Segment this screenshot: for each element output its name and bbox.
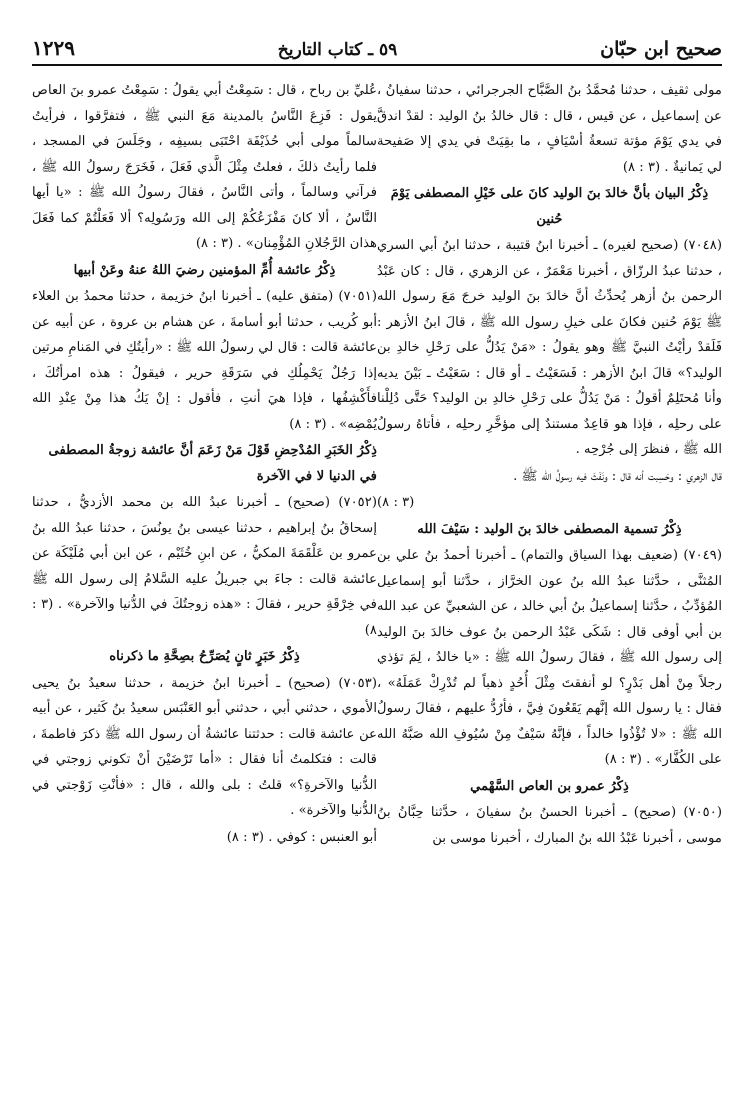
hadith-paragraph: (٧٠٥٣) (صحيح) ـ أخبرنا ابنُ خزيمة ، حدثنا سعيدُ بنُ يحيى الأموي ، حدثني أبي ، حدثني أبو العَنْبَس سعيدُ بنُ كَثير ، عن أبيه عن عائشة قالت : حدثتنا عائشةُ أن رسول الله ﷺ ذكرَ فاطمةَ ، قالت : فتكلمتُ أنا فقال : «أما تَرْضَيْنَ أنْ تكوني زوجتي في الدُّنيا والآخرةِ؟» قلتُ : بلى والله ، قال : «فأنْتِ زَوْجتي في الدُّنيا والآخرة» . <box>32 675 377 818</box>
hadith-paragraph: (٧٠٤٩) (ضعيف بهذا السياق والتمام) ـ أخبرنا أحمدُ بنُ علي بن المُثنَّى ، حدَّثنا عبدُ الله بنُ عون الخرَّاز ، حدَّثنا أبو إسماعيل المُؤدِّبُ ، حدَّثنا إسماعيلُ بنُ أبي خالد ، عن الشعبيِّ عن عبد الله بن أبي أوفى قال : شَكَى عَبْدُ الرحمن بنُ عوف خالدَ بنَ الوليد إلى رسول الله ﷺ ، فقالَ رسولُ الله ﷺ : «يا خالدُ ، لِمَ تؤذي رجلاً مِنْ أهل بَدْرٍ؟ لو أنفقتَ مِثْلَ أُحُدٍ ذهباً لم تُدْرِكْ عَمَلَهُ» ، فقال : يا رسول الله إنَّهم يَقَعُونَ فِيَّ ، فأرُدُّ عليهم ، فقالَ رسولُ الله ﷺ : «لا تُؤْذُوا خالداً ، فإنَّهُ سَيْفٌ مِنْ سُيُوفِ الله صَبَّهُ الله على الكُفَّار» . (٣ : ٨) <box>377 548 722 767</box>
section-heading: ذِكْرُ تسمية المصطفى خالدَ بنَ الوليد : سَيْفَ الله <box>417 521 682 537</box>
hadith-paragraph: عُليِّ بن رباح ، قال : سَمِعْتُ أبي يقولُ : سَمِعْتُ عمرو بنَ العاص يقول : فَزِعَ النَّاسُ بالمدينة مَعَ النبي ﷺ ، فتفرَّقوا ، فرأيتُ سالماً مولى أبي حُذَيْفَة احْتَبَى بسيفِه ، وجَلَسَ في المسجد ، فلما رأيتُ ذلكَ ، فعلتُ مِثْلَ الَّذي فَعَلَ ، فَخَرَجَ رسولُ الله ﷺ ، فرآني وسالماً ، وأتى النَّاسُ ، فقالَ رسولُ الله ﷺ : «يا أيها النَّاسُ ، ألا كانَ مَفْزَعُكُمْ إلى الله ورَسُولِه؟ ألا فَعَلْتُمْ كما فَعَلَ هذان الرَّجُلانِ المُؤْمِنان» . (٣ : ٨) <box>32 83 377 251</box>
book-title: صحيح ابن حبّان <box>600 38 722 60</box>
right-column <box>377 78 722 1086</box>
hadith-paragraph: قال الزهري : وحَسِبت أنه قال : ونَفَثَ فيه رسولُ الله ﷺ . <box>513 468 722 484</box>
section-heading: ذِكْرُ خَبَرٍ ثانٍ يُصَرِّحُ بصِحَّةِ ما ذكرناه <box>109 649 300 664</box>
reference-marker: (٣ : ٨) <box>377 495 415 510</box>
page-number: ١٢٢٩ <box>32 36 75 60</box>
page-header <box>32 30 722 66</box>
left-column <box>32 78 377 1086</box>
section-heading: ذِكْرُ عائشة أُمِّ المؤمنين رضيَ اللهُ عنهُ وعَنْ أبيها <box>73 262 336 278</box>
section-heading: ذِكْرُ عمرو بن العاص السَّهْمي <box>470 778 629 794</box>
hadith-paragraph: (٧٠٥٠) (صحيح) ـ أخبرنا الحسنُ بنُ سفيانَ ، حدَّثنا حِبَّانُ بنُ موسى ، أخبرنا عَبْدُ الله بنُ المبارك ، أخبرنا موسى بن <box>377 805 722 846</box>
chapter-title: ٥٩ ـ كتاب التاريخ <box>277 40 398 60</box>
hadith-paragraph: (٧٠٤٨) (صحيح لغيره) ـ أخبرنا ابنُ قتيبة ، حدثنا ابنُ أبي السري ، حدثنا عبدُ الرزّاق ، أخبرنا مَعْمَرٌ ، عن الزهري ، قال : كان عَبْدُ الرحمن بنُ أزهر يُحدِّثُ أنَّ خالدَ بنَ الوليد خرجَ مَعَ رسول الله ﷺ يَوْمَ حُنين فكانَ على خيلِ رسول الله ﷺ ، قالَ ابنُ الأزهر : فَلَقدْ رأيْتُ النبيَّ ﷺ وهو يقولُ : «مَنْ يَدُلُّ على رَحْلِ خالدِ بن الوليد؟» قالَ ابنُ الأزهر : فَسَعَيْتُ ـ أو قال : سَعَيْتُ ـ بَيْنَ يديه وأنا مُحتَلِمٌ أقولُ : مَنْ يَدُلُّ على رَحْلِ خالدِ بن الوليد؟ حَتَّى دُلِلْنا على رحلِه ، فإذا هو قاعِدٌ مستندٌ إلى مؤخَّرِ رحلِه ، فأتاهُ رسولُ الله ﷺ ، فنظرَ إلى جُرْحِه . <box>377 238 722 457</box>
hadith-paragraph: (٧٠٥١) (متفق عليه) ـ أخبرنا ابنُ خزيمة ، حدثنا محمدُ بن العلاء أبو كُريب ، حدثنا أبو أسامةَ ، عن هشام بن عروة ، عن أبيه عن عائشة قالت : قال لي رسولُ الله ﷺ : «رأيتُكِ في المَنامِ مرتين إذا رَجُلٌ يَحْمِلُكِ في سَرَقَةِ حرير ، فيقولُ : هذه امرأتُكَ ، فأَكْشِفُها ، فإذا هيَ أنتِ ، فأقول : إنْ يَكُ هذا مِنْ عِنْدِ الله يُمْضِه» . (٣ : ٨) <box>32 289 377 432</box>
hadith-paragraph: مولى ثقيف ، حدثنا مُحمَّدُ بنُ الصَّبَّاح الجرجرائي ، حدثنا سفيانُ ، عن إسماعيل ، عن قيس ، قال : قال خالدُ بنُ الوليد : لقدْ اندقَّ في يدي يَوْمَ مؤتة تسعةُ أسْيَافٍ ، ما بقِيَتْ في يدي إلا صَفيحة لي يَمانيةٌ . (٣ : ٨) <box>377 83 722 175</box>
section-heading: ذِكْرُ البيان بأنَّ خالدَ بنَ الوليد كانَ على خَيْلِ المصطفى يَوْمَ حُنين <box>390 186 709 227</box>
hadith-paragraph: (٧٠٥٢) (صحيح) ـ أخبرنا عبدُ الله بن محمد الأزديُّ ، حدثنا إسحاقُ بنُ إبراهيم ، حدثنا عيسى بنُ يونُسَ ، حدثنا عبدُ الله بنُ عمرو بن عَلْقَمَةَ المكيُّ ، عن ابنِ خُثَيْم ، عن ابن أبي مُلَيْكَة عن عائشة قالت : جاءَ بي جبريلُ عليه السَّلامُ إلى رسول الله ﷺ في خِرْقَةِ حرير ، فقالَ : «هذه زوجتُكَ في الدُّنيا والآخرة» . (٣ : ٨) <box>32 495 377 638</box>
section-heading: ذِكْرُ الخَبَرِ المُدْحِضِ قَوْلَ مَنْ زَعَمَ أنَّ عائشة زوجةُ المصطفى في الدنيا لا في الآخرة <box>48 443 377 484</box>
hadith-paragraph: أبو العنبس : كوفي . (٣ : ٨) <box>226 829 377 845</box>
